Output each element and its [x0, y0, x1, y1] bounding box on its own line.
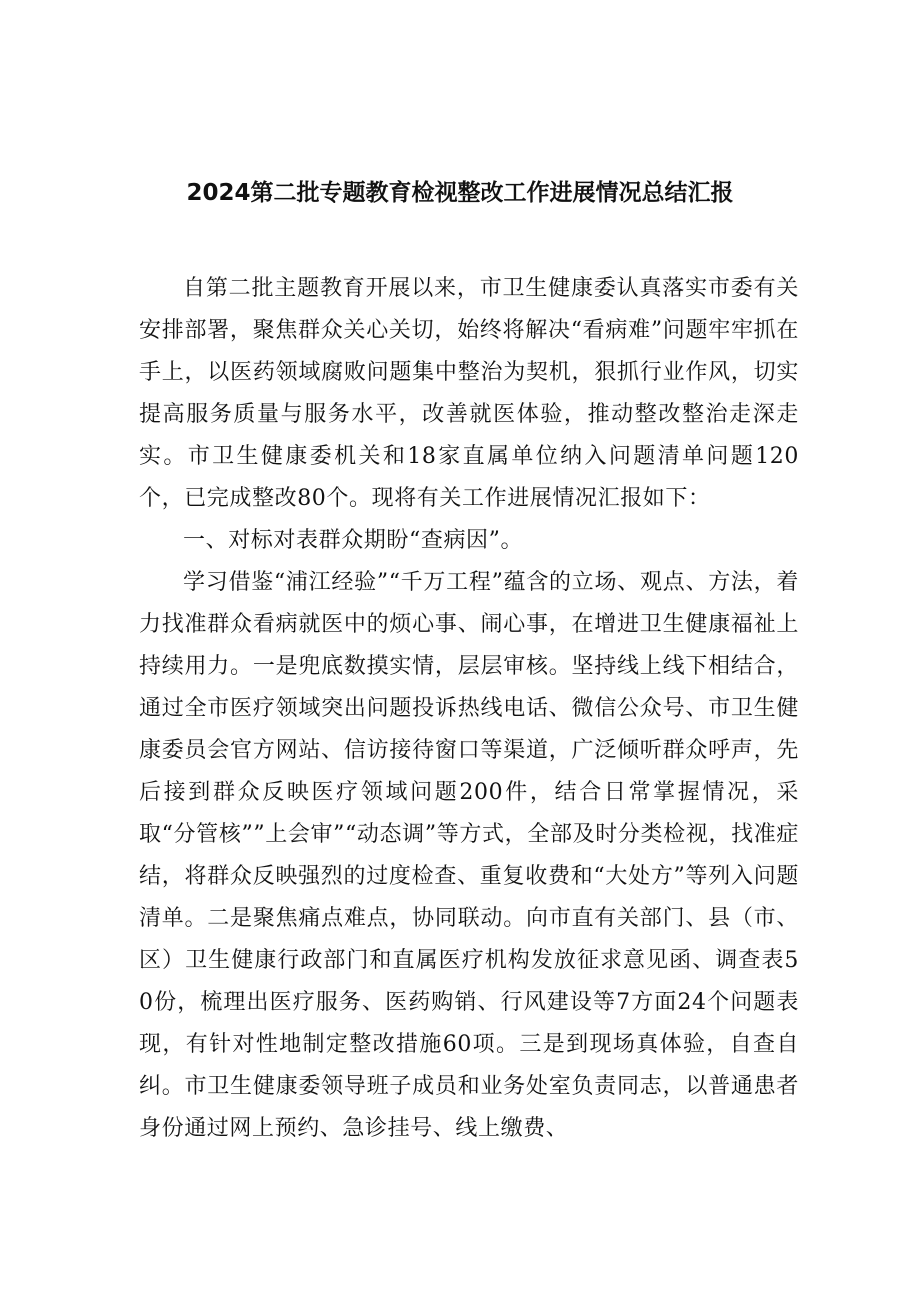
intro-paragraph: 自第二批主题教育开展以来，市卫生健康委认真落实市委有关安排部署，聚焦群众关心关切，始终将解决“看病难”问题牢牢抓在手上，以医药领域腐败问题集中整治为契机，狠抓行业作风，切实提高服务质量与服务水平，改善就医体验，推动整改整治走深走实。市卫生健康委机关和18家直属单位纳入问题清单问题120个，已完成整改80个。现将有关工作进展情况汇报如下： [139, 276, 799, 511]
section-heading-1: 一、对标对表群众期盼“查病因”。 [183, 528, 524, 553]
document-body [139, 268, 799, 1150]
document-title: 2024第二批专题教育检视整改工作进展情况总结汇报 [186, 180, 734, 206]
section-paragraph-1: 学习借鉴“浦江经验”“千万工程”蕴含的立场、观点、方法，着力找准群众看病就医中的烦心事、闹心事，在增进卫生健康福祉上持续用力。一是兜底数摸实情，层层审核。坚持线上线下相结合，通过全市医疗领域突出问题投诉热线电话、微信公众号、市卫生健康委员会官方网站、信访接待窗口等渠道，广泛倾听群众呼声，先后接到群众反映医疗领域问题200件，结合日常掌握情况，采取“分管核””上会审”“动态调”等方式，全部及时分类检视，找准症结，将群众反映强烈的过度检查、重复收费和“大处方”等列入问题清单。二是聚焦痛点难点，协同联动。向市直有关部门、县（市、区）卫生健康行政部门和直属医疗机构发放征求意见函、调查表50份，梳理出医疗服务、医药购销、行风建设等7方面24个问题表现，有针对性地制定整改措施60项。三是到现场真体验，自查自纠。市卫生健康委领导班子成员和业务处室负责同志，以普通患者身份通过网上预约、急诊挂号、线上缴费、 [139, 570, 799, 1141]
